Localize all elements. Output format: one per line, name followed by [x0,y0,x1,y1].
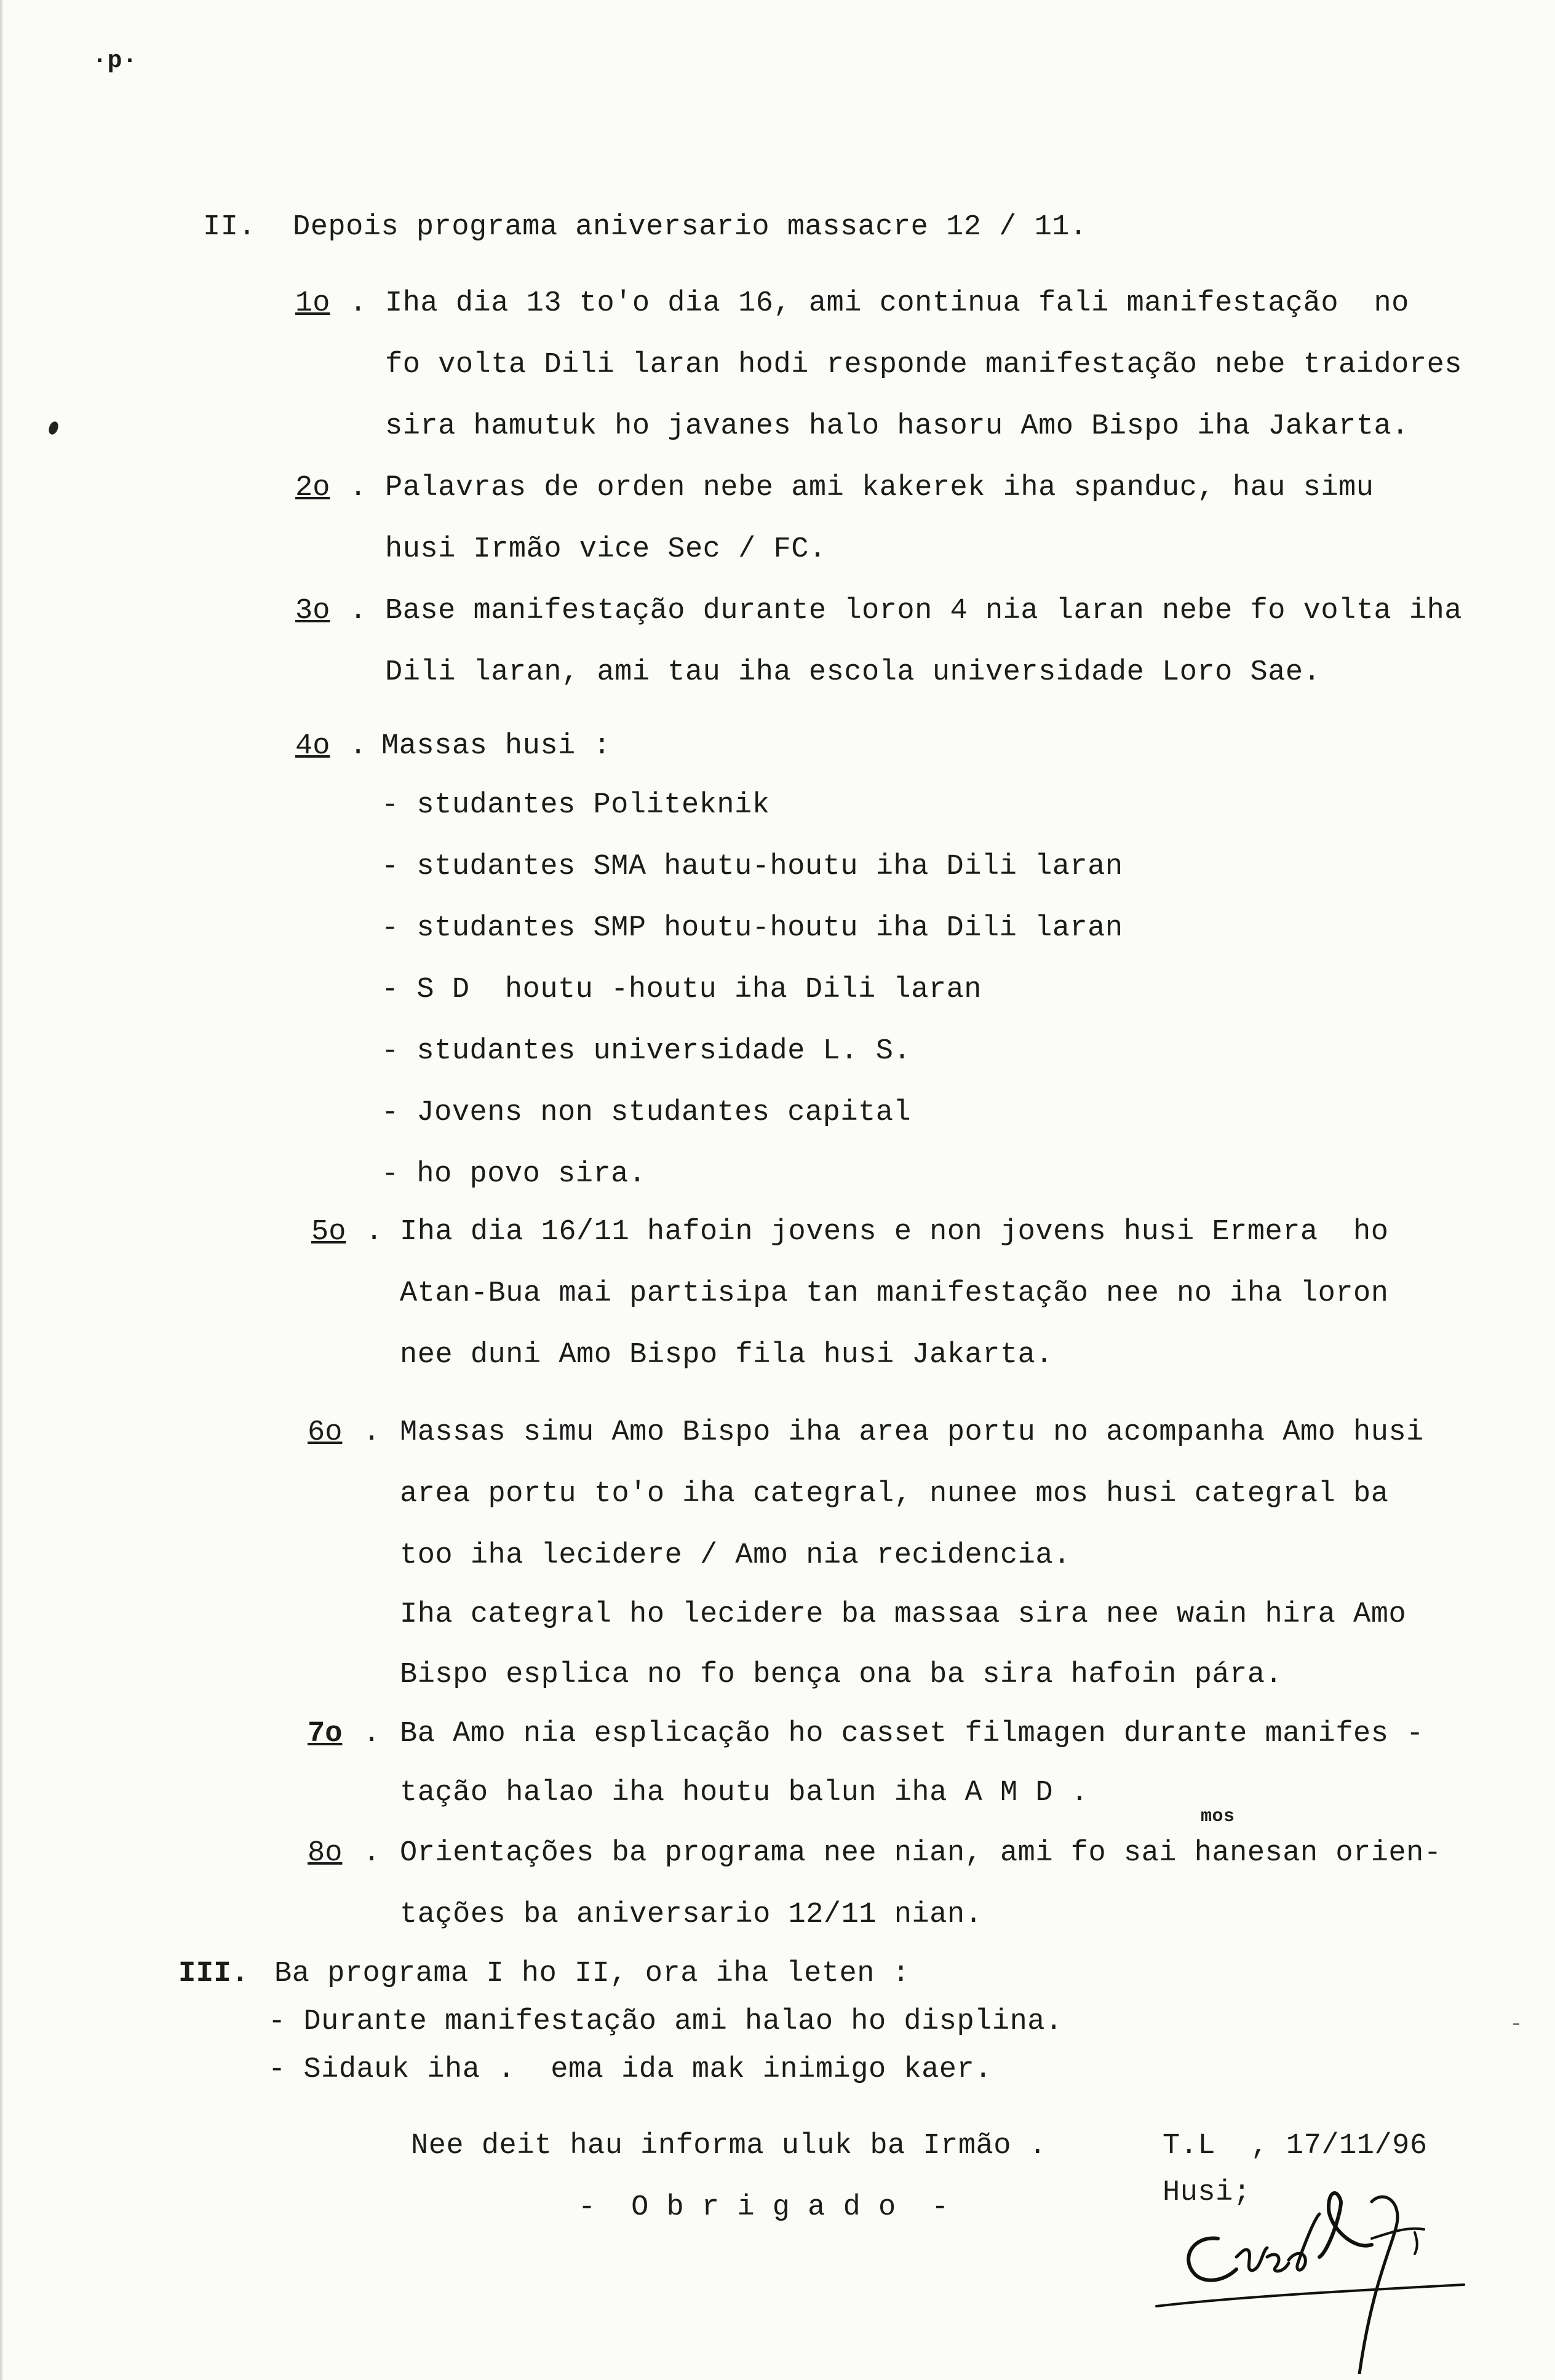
item-2-line-1: Palavras de orden nebe ami kakerek iha spanduc, hau simu [385,472,1374,504]
massas-list-item: - studantes SMA hautu-houtu iha Dili laran [381,851,1123,883]
item-4-number: 4o [295,730,330,763]
closing-thanks: - O b r i g a d o - [578,2191,949,2224]
massas-list-item: - ho povo sira. [381,1158,646,1191]
item-7-line-2: tação halao iha houtu balun iha A M D . [400,1777,1089,1809]
item-4-bullet: . [349,730,367,763]
item-1-line-3: sira hamutuk ho javanes halo hasoru Amo Bispo iha Jakarta. [385,410,1409,443]
item-2-number: 2o [295,472,330,504]
item-6-line-1: Massas simu Amo Bispo iha area portu no acompanha Amo husi [400,1416,1424,1449]
item-8-line-2: tações ba aniversario 12/11 nian. [400,1898,983,1931]
item-5-line-3: nee duni Amo Bispo fila husi Jakarta. [400,1339,1054,1371]
item-7-line-1: Ba Amo nia esplicação ho casset filmagen durante manifes - [400,1718,1424,1750]
item-7-number: 7o [308,1718,343,1750]
closing-place-date: T.L , 17/11/96 [1163,2130,1428,2162]
scan-edge [0,0,4,2380]
item-8-line-1: Orientações ba programa nee nian, ami fo sai hanesan orien- [400,1837,1442,1870]
header-mark: ·p· [92,47,138,75]
item-1-line-1: Iha dia 13 to'o dia 16, ami continua fali manifestação no [385,287,1409,320]
massas-list-item: - studantes Politeknik [381,789,770,822]
section-3-title: Ba programa I ho II, ora iha leten : [274,1958,910,1990]
massas-list-item: - S D houtu -houtu iha Dili laran [381,974,982,1006]
item-3-number: 3o [295,595,330,627]
item-3-line-1: Base manifestação durante loron 4 nia laran nebe fo volta iha [385,595,1462,627]
item-6-line-5: Bispo esplica no fo bença ona ba sira hafoin pára. [400,1659,1283,1691]
item-2-line-2: husi Irmão vice Sec / FC. [385,533,827,566]
item-5-bullet: . [365,1216,383,1248]
massas-list-item: - studantes universidade L. S. [381,1035,912,1068]
handwritten-signature [1144,2165,1525,2374]
item-6-line-4: Iha categral ho lecidere ba massaa sira nee wain hira Amo [400,1598,1407,1631]
section-3-line-2: - Sidauk iha . ema ida mak inimigo kaer. [268,2053,992,2086]
section-3-number: III. [178,1958,249,1990]
item-1-line-2: fo volta Dili laran hodi responde manifestação nebe traidores [385,349,1462,381]
item-8-number: 8o [308,1837,343,1870]
section-2-title: Depois programa aniversario massacre 12 / 11. [293,211,1088,244]
item-8-bullet: . [363,1837,381,1870]
section-3-line-1: - Durante manifestação ami halao ho displina. [268,2005,1063,2038]
massas-list-item: - Jovens non studantes capital [381,1097,912,1129]
item-5-line-1: Iha dia 16/11 hafoin jovens e non jovens husi Ermera ho [400,1216,1389,1248]
section-2-number: II. [203,211,257,244]
item-7-bullet: . [363,1718,381,1750]
item-5-line-2: Atan-Bua mai partisipa tan manifestação nee no iha loron [400,1277,1389,1310]
item-1-bullet: . [349,287,367,320]
item-8-insert-mark: mos [1201,1806,1235,1827]
closing-inform: Nee deit hau informa uluk ba Irmão . [411,2130,1047,2162]
item-6-bullet: . [363,1416,381,1449]
item-2-bullet: . [349,472,367,504]
item-3-bullet: . [349,595,367,627]
closing-from: Husi; [1163,2176,1251,2209]
item-1-number: 1o [295,287,330,320]
item-3-line-2: Dili laran, ami tau iha escola universidade Loro Sae. [385,656,1321,689]
ink-speck [47,420,60,435]
item-6-line-3: too iha lecidere / Amo nia recidencia. [400,1539,1071,1572]
massas-list-item: - studantes SMP houtu-houtu iha Dili laran [381,912,1123,945]
item-6-line-2: area portu to'o iha categral, nunee mos husi categral ba [400,1478,1389,1510]
ink-speck [1513,2023,1519,2025]
item-6-number: 6o [308,1416,343,1449]
item-5-number: 5o [311,1216,346,1248]
item-4-line-1: Massas husi : [381,730,611,763]
